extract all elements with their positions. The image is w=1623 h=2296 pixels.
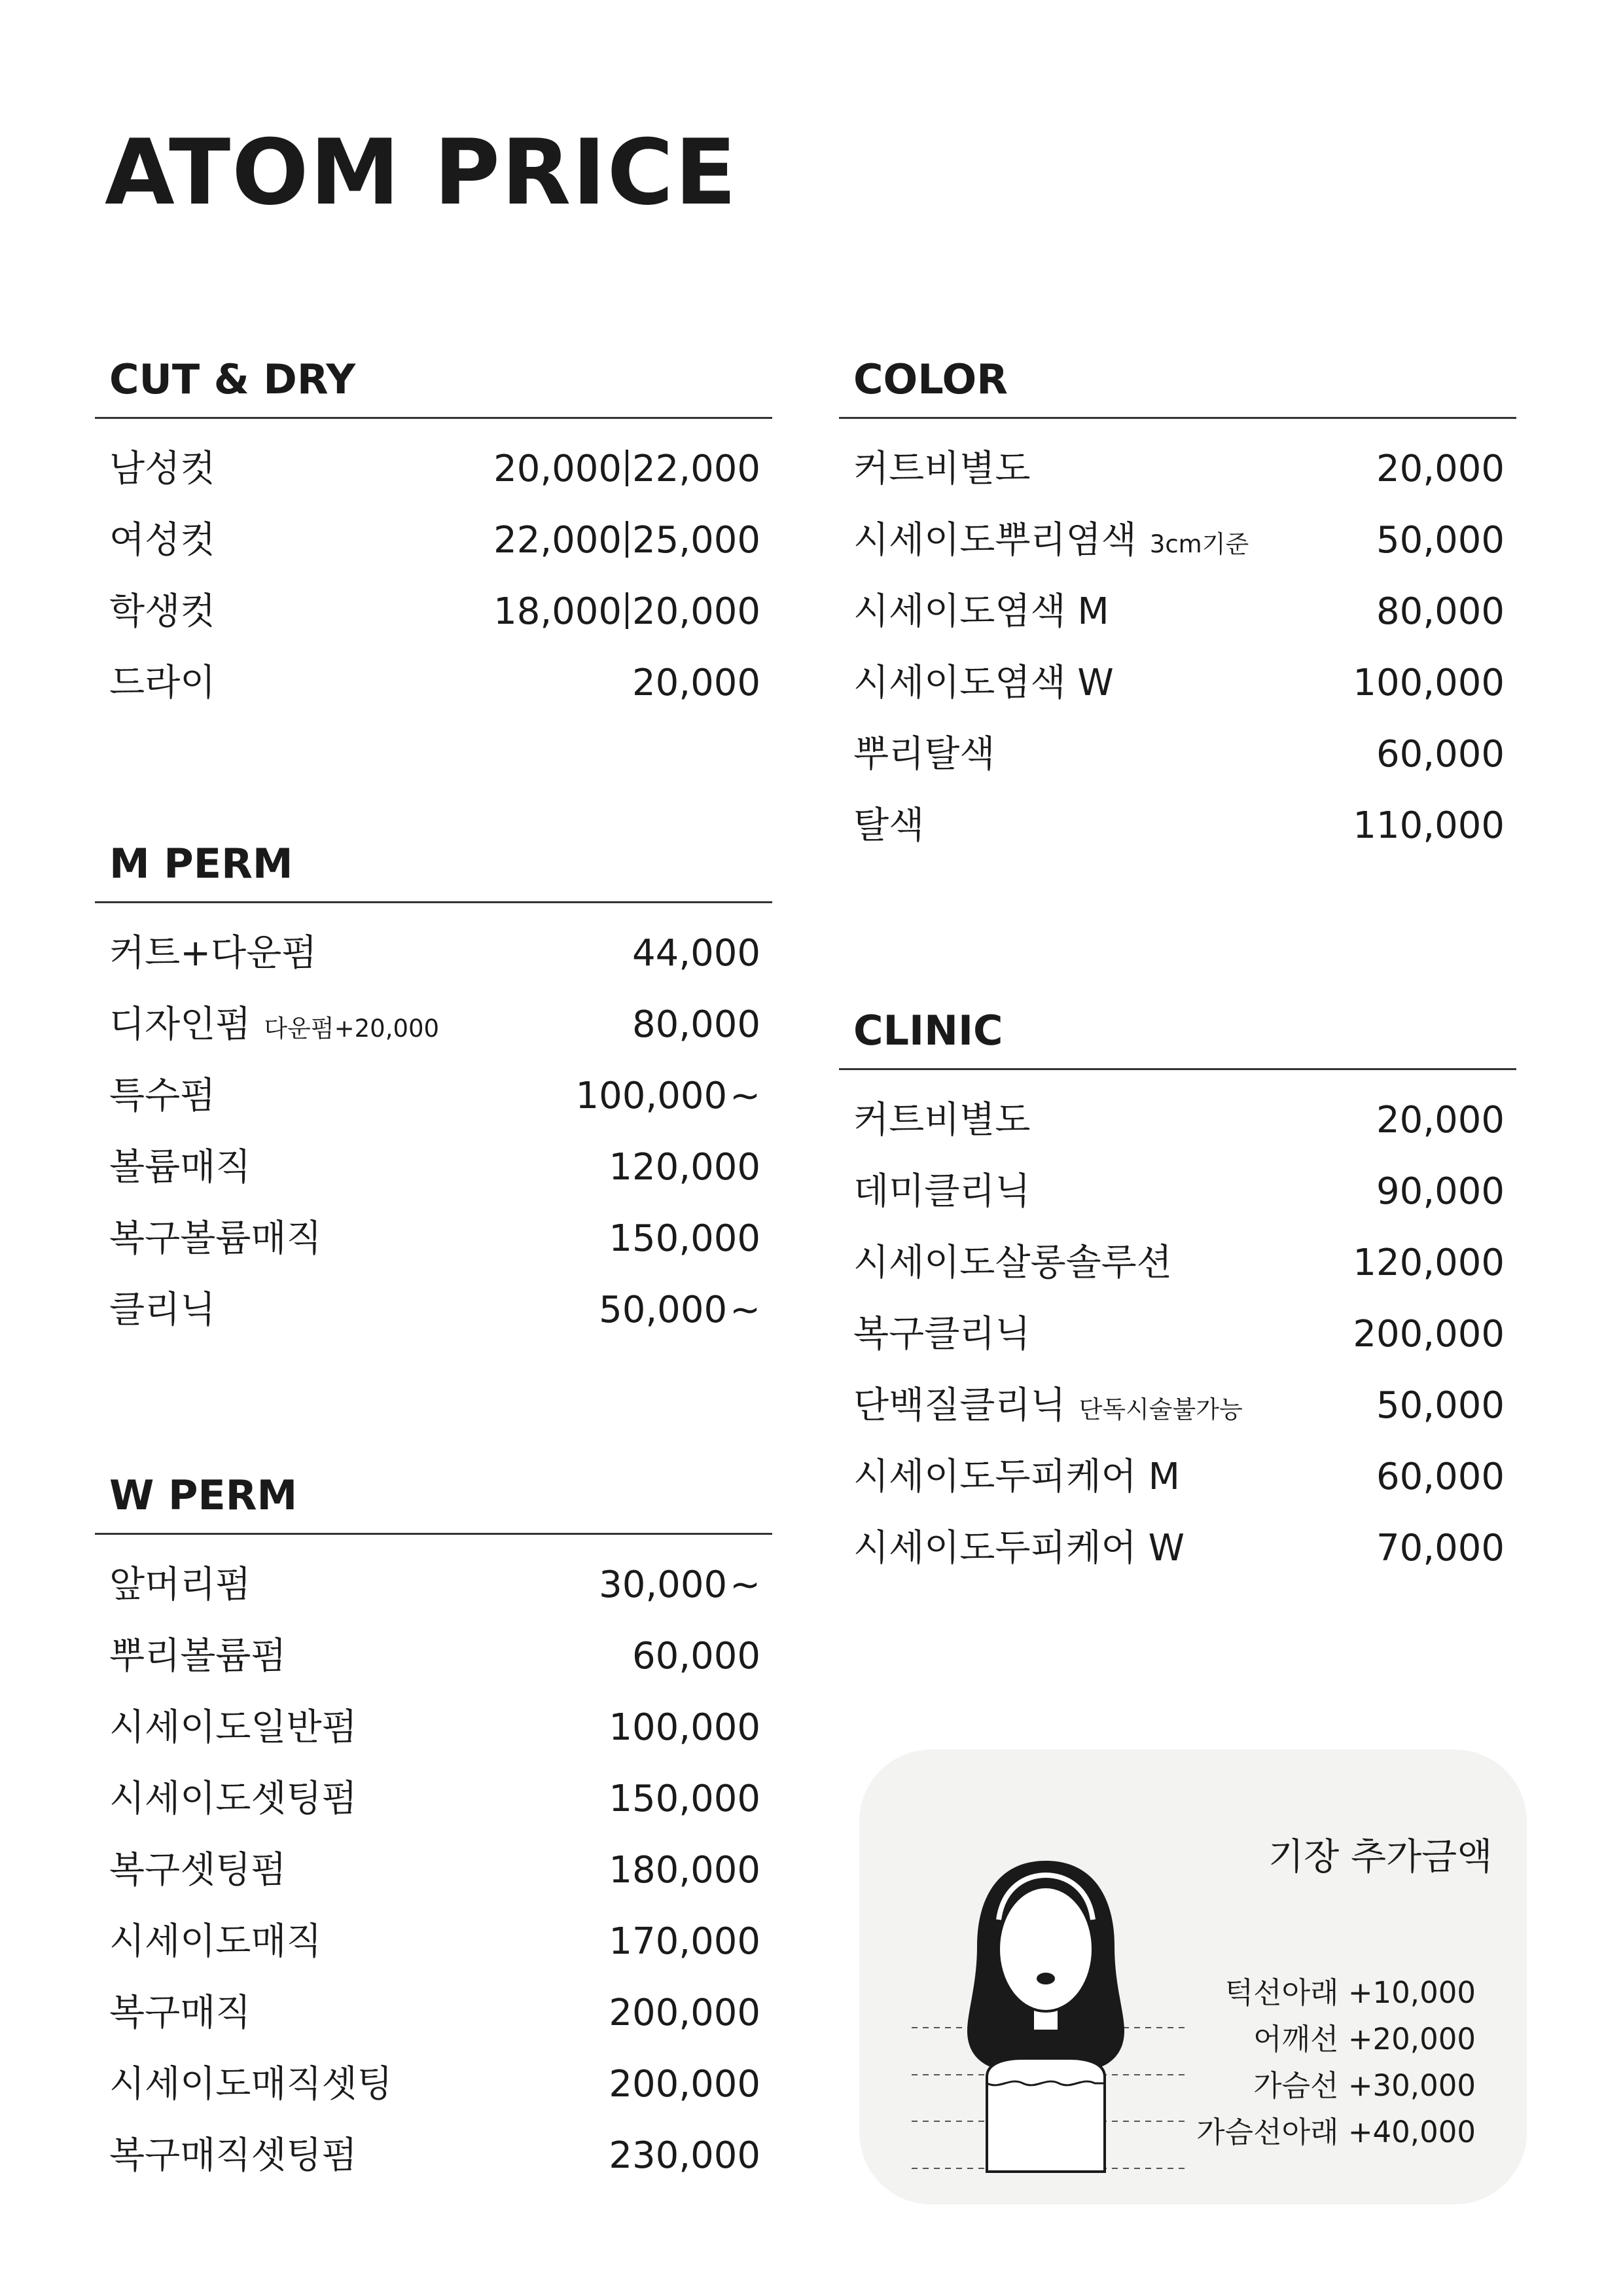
item-name: 시세이도살롱솔루션: [853, 1242, 1172, 1284]
divider: [626, 450, 628, 486]
item-price: 80,000: [1376, 590, 1505, 633]
item-price: 150,000: [609, 1778, 760, 1820]
item-name: 복구매직: [109, 1992, 251, 2034]
item-price: 20,000: [1376, 1099, 1505, 1141]
item-price: 70,000: [1376, 1527, 1505, 1570]
item-price: 80,000: [632, 1003, 760, 1046]
page-title: ATOM PRICE: [105, 120, 738, 225]
item-price: 22,000 25,000: [493, 519, 760, 562]
item-price: 20,000 22,000: [493, 448, 760, 490]
item-name: 여성컷: [109, 519, 216, 562]
item-name: 드라이: [109, 662, 216, 704]
section-heading: M PERM: [95, 838, 772, 903]
list-item: [95, 2136, 772, 2207]
item-price: 100,000: [609, 1706, 760, 1749]
item-name: 볼륨매직: [109, 1146, 251, 1189]
item-name: 시세이도매직셋팅: [109, 2063, 393, 2106]
item-price: 110,000: [1353, 804, 1505, 847]
divider: [626, 592, 628, 629]
section-heading: COLOR: [839, 353, 1516, 419]
item-note: 단독시술불가능: [1079, 1395, 1243, 1424]
item-name: 복구셋팅펌: [109, 1849, 287, 1892]
item-name: 시세이도염색 W: [853, 662, 1114, 704]
list-item: [95, 933, 772, 1005]
item-price: 170,000: [609, 1920, 760, 1963]
section-heading: W PERM: [95, 1469, 772, 1535]
item-name: 시세이도매직: [109, 1920, 322, 1963]
length-surcharge-card: [859, 1749, 1527, 2204]
item-price: 60,000: [1376, 1456, 1505, 1498]
item-name: 복구매직셋팅펌: [109, 2134, 357, 2177]
list-item: [95, 1708, 772, 1779]
length-item: 가슴선아래 +40,000: [1196, 2115, 1476, 2149]
item-name: 클리닉: [109, 1289, 216, 1331]
list-item: [95, 449, 772, 520]
item-name: 복구볼륨매직: [109, 1217, 322, 1260]
list-item: [95, 1993, 772, 2064]
item-price: 100,000: [1353, 662, 1505, 704]
length-item: 어깨선 +20,000: [1253, 2022, 1476, 2056]
item-name: 특수펌: [109, 1075, 216, 1117]
list-item: [95, 1850, 772, 1922]
section-clinic: [839, 1005, 1516, 1600]
item-name: 뿌리탈색: [853, 733, 995, 776]
section-heading: CLINIC: [839, 1005, 1516, 1070]
section-m-perm: [95, 838, 772, 1361]
section-color: [839, 353, 1516, 877]
list-item: [95, 1147, 772, 1219]
item-price: 90,000: [1376, 1170, 1505, 1213]
list-item: [95, 1290, 772, 1361]
item-name: 앞머리펌: [109, 1564, 251, 1606]
item-price: 120,000: [1353, 1242, 1505, 1284]
list-item: [95, 1219, 772, 1290]
list-item: [839, 806, 1516, 877]
list-item: [95, 1005, 772, 1076]
item-price: 60,000: [1376, 733, 1505, 776]
item-price: 100,000~: [575, 1075, 760, 1117]
item-name: 뿌리볼륨펌: [109, 1635, 287, 1677]
list-item: [95, 1636, 772, 1708]
list-item: [839, 663, 1516, 734]
list-item: [95, 1779, 772, 1850]
list-item: [839, 1386, 1516, 1457]
item-name: 시세이도염색 M: [853, 590, 1109, 633]
section-w-perm: [95, 1469, 772, 2207]
item-name: 데미클리닉: [853, 1170, 1031, 1213]
item-price: 120,000: [609, 1146, 760, 1189]
length-item: 턱선아래 +10,000: [1224, 1975, 1476, 2010]
item-name: 시세이도뿌리염색 3cm기준: [853, 519, 1249, 562]
item-price: 200,000: [609, 1992, 760, 2034]
length-title: 기장 추가금액: [1268, 1836, 1493, 1878]
item-price: 30,000~: [599, 1564, 760, 1606]
item-price: 44,000: [632, 932, 760, 975]
item-price: 18,000 20,000: [493, 590, 760, 633]
list-item: [839, 734, 1516, 806]
section-heading: CUT & DRY: [95, 353, 772, 419]
list-item: [839, 1243, 1516, 1314]
item-price: 60,000: [632, 1635, 760, 1677]
list-item: [95, 1565, 772, 1636]
item-name: 남성컷: [109, 448, 216, 490]
item-name: 학생컷: [109, 590, 216, 633]
list-item: [839, 1528, 1516, 1600]
item-price: 180,000: [609, 1849, 760, 1892]
list-item: [839, 520, 1516, 592]
list-item: [95, 520, 772, 592]
item-name: 시세이도셋팅펌: [109, 1778, 357, 1820]
item-price: 20,000: [1376, 448, 1505, 490]
item-name: 탈색: [853, 804, 925, 847]
item-name: 복구클리닉: [853, 1313, 1031, 1355]
list-item: [839, 1100, 1516, 1172]
divider: [626, 521, 628, 558]
item-price: 230,000: [609, 2134, 760, 2177]
list-item: [95, 663, 772, 734]
item-price: 200,000: [1353, 1313, 1505, 1355]
list-item: [95, 592, 772, 663]
list-item: [839, 592, 1516, 663]
item-price: 150,000: [609, 1217, 760, 1260]
item-name: 커트+다운펌: [109, 932, 317, 975]
list-item: [839, 1172, 1516, 1243]
list-item: [95, 1076, 772, 1147]
item-price: 50,000: [1376, 519, 1505, 562]
item-price: 200,000: [609, 2063, 760, 2106]
list-item: [95, 1922, 772, 1993]
item-name: 커트비별도: [853, 1099, 1031, 1141]
item-price: 50,000: [1376, 1384, 1505, 1427]
item-price: 50,000~: [599, 1289, 760, 1331]
item-name: 시세이도일반펌: [109, 1706, 357, 1749]
item-name: 커트비별도: [853, 448, 1031, 490]
item-note: 다운펌+20,000: [264, 1014, 440, 1043]
list-item: [95, 2064, 772, 2136]
item-note: 3cm기준: [1149, 530, 1249, 558]
length-item: 가슴선 +30,000: [1253, 2068, 1476, 2103]
list-item: [839, 1457, 1516, 1528]
section-cut-dry: [95, 353, 772, 734]
item-name: 디자인펌 다운펌+20,000: [109, 1003, 440, 1046]
item-price: 20,000: [632, 662, 760, 704]
list-item: [839, 449, 1516, 520]
woman-hair-length-icon: [905, 1815, 1193, 2181]
item-name: 시세이도두피케어 M: [853, 1456, 1180, 1498]
list-item: [839, 1314, 1516, 1386]
item-name: 단백질클리닉 단독시술불가능: [853, 1384, 1243, 1427]
item-name: 시세이도두피케어 W: [853, 1527, 1185, 1570]
